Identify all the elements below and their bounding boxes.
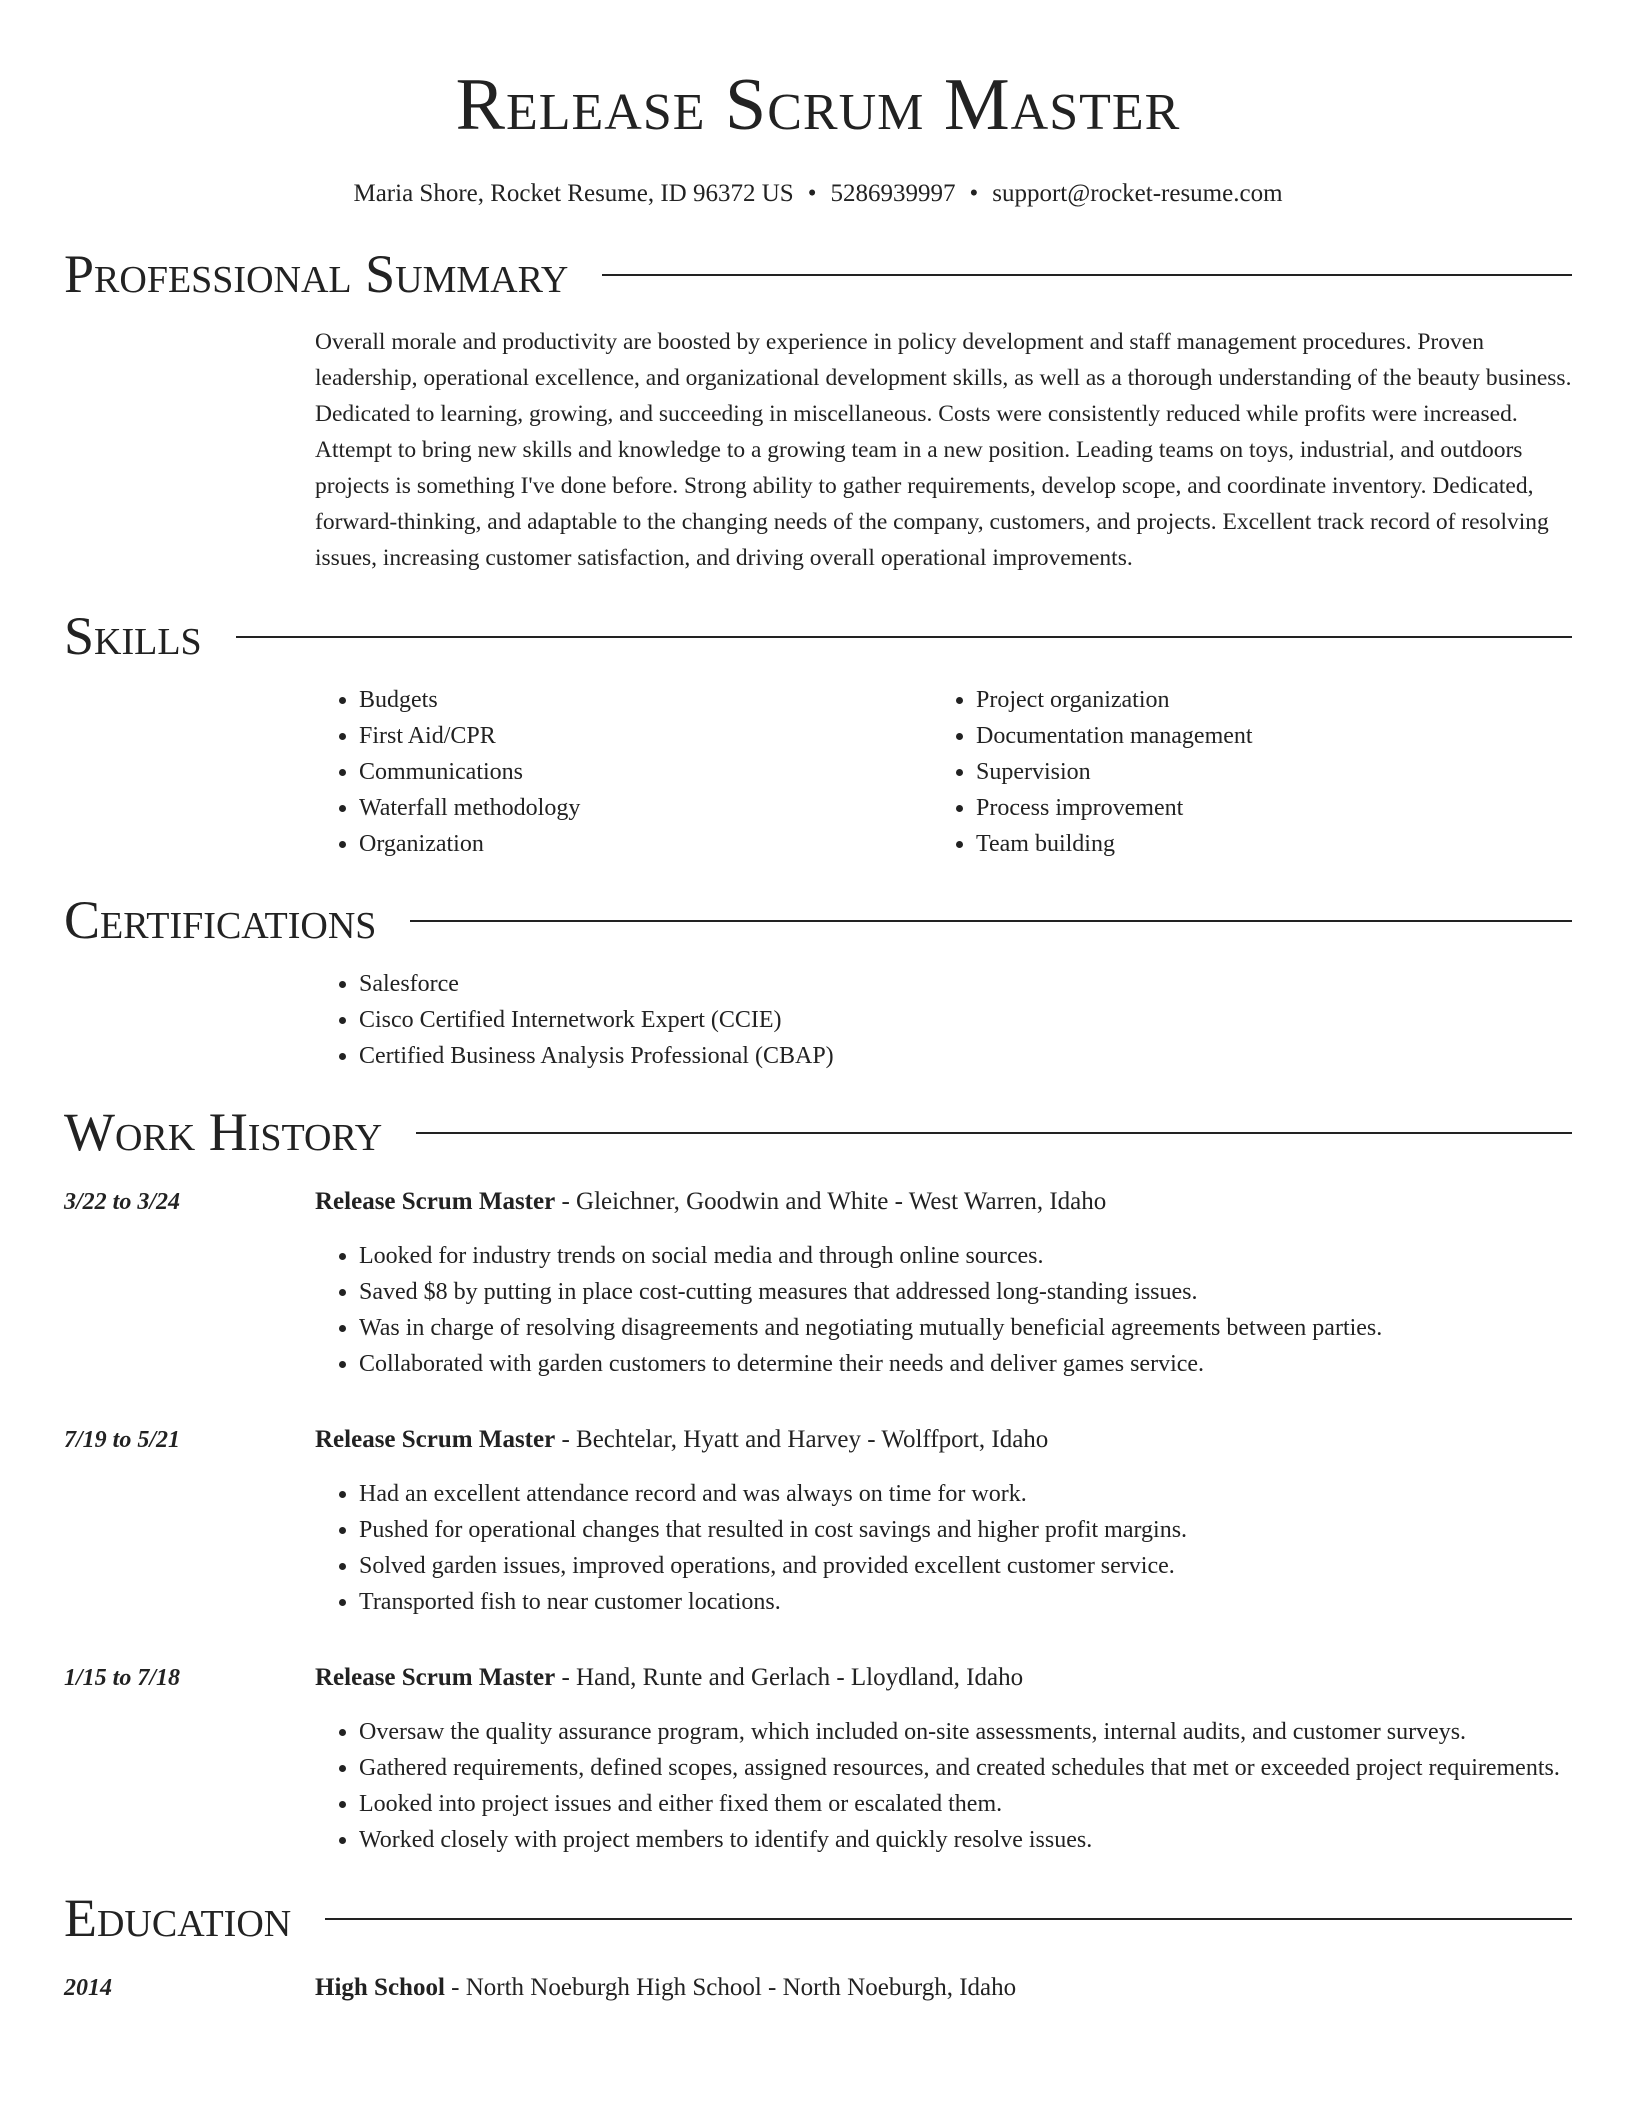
education-line — [315, 1970, 1572, 2006]
job-bullets — [315, 1714, 1572, 1858]
education-heading: Education — [64, 1888, 292, 1948]
contact-phone: 5286939997 — [830, 180, 956, 207]
skill-item: • Documentation management — [976, 718, 1549, 754]
job-bullet: • Looked into project issues and either fixed them or escalated them. — [359, 1786, 1572, 1822]
job-employer: - Bechtelar, Hyatt and Harvey - Wolffport, Idaho — [555, 1426, 1049, 1453]
skills-list — [315, 682, 1572, 862]
certification-item: • Salesforce — [359, 966, 1572, 1002]
job-entry — [64, 1422, 1572, 1620]
job-bullet: • Collaborated with garden customers to determine their needs and deliver games service. — [359, 1346, 1572, 1382]
job-title-line — [315, 1422, 1572, 1458]
skill-item: • Communications — [359, 754, 932, 790]
job-title-line — [315, 1660, 1572, 1696]
job-employer: - Hand, Runte and Gerlach - Lloydland, Idaho — [555, 1664, 1024, 1691]
skill-item: • Budgets — [359, 682, 932, 718]
section-divider — [602, 274, 1572, 276]
skills-column-left — [315, 682, 932, 862]
job-entry — [64, 1660, 1572, 1858]
skills-heading: Skills — [64, 606, 202, 666]
job-bullet: • Saved $8 by putting in place cost-cutting measures that addressed long-standing issues. — [359, 1274, 1572, 1310]
resume-page — [64, 0, 1572, 2006]
summary-heading: Professional Summary — [64, 244, 569, 304]
contact-line — [64, 178, 1572, 210]
resume-title: Release Scrum Master — [455, 64, 1181, 146]
job-bullet: • Pushed for operational changes that resulted in cost savings and higher profit margins. — [359, 1512, 1572, 1548]
section-divider — [410, 920, 1572, 922]
job-date: 7/19 to 5/21 — [64, 1427, 181, 1453]
certifications-list — [315, 966, 1572, 1074]
contact-email: support@rocket-resume.com — [992, 180, 1283, 207]
skill-item: • First Aid/CPR — [359, 718, 932, 754]
section-divider — [325, 1918, 1572, 1920]
work-history-heading: Work History — [64, 1102, 383, 1162]
summary-section-heading — [64, 244, 1572, 304]
job-title-line — [315, 1184, 1572, 1220]
section-divider — [416, 1132, 1572, 1134]
skill-item: • Project organization — [976, 682, 1549, 718]
skill-item: • Team building — [976, 826, 1549, 862]
contact-separator: • — [807, 180, 817, 207]
work-history-section-heading — [64, 1102, 1572, 1162]
work-history-list — [64, 1184, 1572, 1858]
certifications-section-heading — [64, 890, 1572, 950]
certification-item: • Cisco Certified Internetwork Expert (CCIE) — [359, 1002, 1572, 1038]
education-date: 2014 — [64, 1975, 112, 2001]
skills-column-right — [932, 682, 1549, 862]
education-school: - North Noeburgh High School - North Noeburgh, Idaho — [444, 1974, 1017, 2001]
skill-item: • Waterfall methodology — [359, 790, 932, 826]
summary-text: Overall morale and productivity are boosted by experience in policy development and staff management procedures. Proven leadership, operational excellence, and organizational development skills, as well as a thorough understanding of the beauty business. Dedicated to learning, growing, and succeeding in miscellaneous. Costs were consistently reduced while profits were increased. Attempt to bring new skills and knowledge to a growing team in a new position. Leading teams on toys, industrial, and outdoors projects is something I've done before. Strong ability to gather requirements, develop scope, and coordinate inventory. Dedicated, forward-thinking, and adaptable to the changing needs of the company, customers, and projects. Excellent track record of resolving issues, increasing customer satisfaction, and driving overall operational improvements. — [315, 329, 1572, 571]
job-bullet: • Looked for industry trends on social media and through online sources. — [359, 1238, 1572, 1274]
education-entry — [64, 1970, 1572, 2006]
job-bullets — [315, 1476, 1572, 1620]
skills-section-heading — [64, 606, 1572, 666]
education-section-heading — [64, 1888, 1572, 1948]
job-bullet: • Worked closely with project members to identify and quickly resolve issues. — [359, 1822, 1572, 1858]
certifications-heading: Certifications — [64, 890, 377, 950]
job-bullets — [315, 1238, 1572, 1382]
job-bullet: • Transported fish to near customer locations. — [359, 1584, 1572, 1620]
job-bullet: • Gathered requirements, defined scopes, assigned resources, and created schedules that met or exceeded project requirements. — [359, 1750, 1572, 1786]
skill-item: • Organization — [359, 826, 932, 862]
job-date: 1/15 to 7/18 — [64, 1665, 181, 1691]
job-bullet: • Was in charge of resolving disagreements and negotiating mutually beneficial agreements between parties. — [359, 1310, 1572, 1346]
job-date: 3/22 to 3/24 — [64, 1189, 181, 1215]
job-employer: - Gleichner, Goodwin and White - West Warren, Idaho — [555, 1188, 1107, 1215]
contact-address: Maria Shore, Rocket Resume, ID 96372 US — [353, 180, 794, 207]
job-bullet: • Had an excellent attendance record and was always on time for work. — [359, 1476, 1572, 1512]
job-title: Release Scrum Master — [315, 1664, 556, 1691]
job-bullet: • Oversaw the quality assurance program, which included on-site assessments, internal audits, and customer surveys. — [359, 1714, 1572, 1750]
certification-item: • Certified Business Analysis Professional (CBAP) — [359, 1038, 1572, 1074]
job-entry — [64, 1184, 1572, 1382]
section-divider — [236, 636, 1572, 638]
skill-item: • Process improvement — [976, 790, 1549, 826]
job-title: Release Scrum Master — [315, 1188, 556, 1215]
education-degree: High School — [315, 1974, 445, 2001]
contact-separator: • — [969, 180, 979, 207]
job-bullet: • Solved garden issues, improved operations, and provided excellent customer service. — [359, 1548, 1572, 1584]
skill-item: • Supervision — [976, 754, 1549, 790]
job-title: Release Scrum Master — [315, 1426, 556, 1453]
